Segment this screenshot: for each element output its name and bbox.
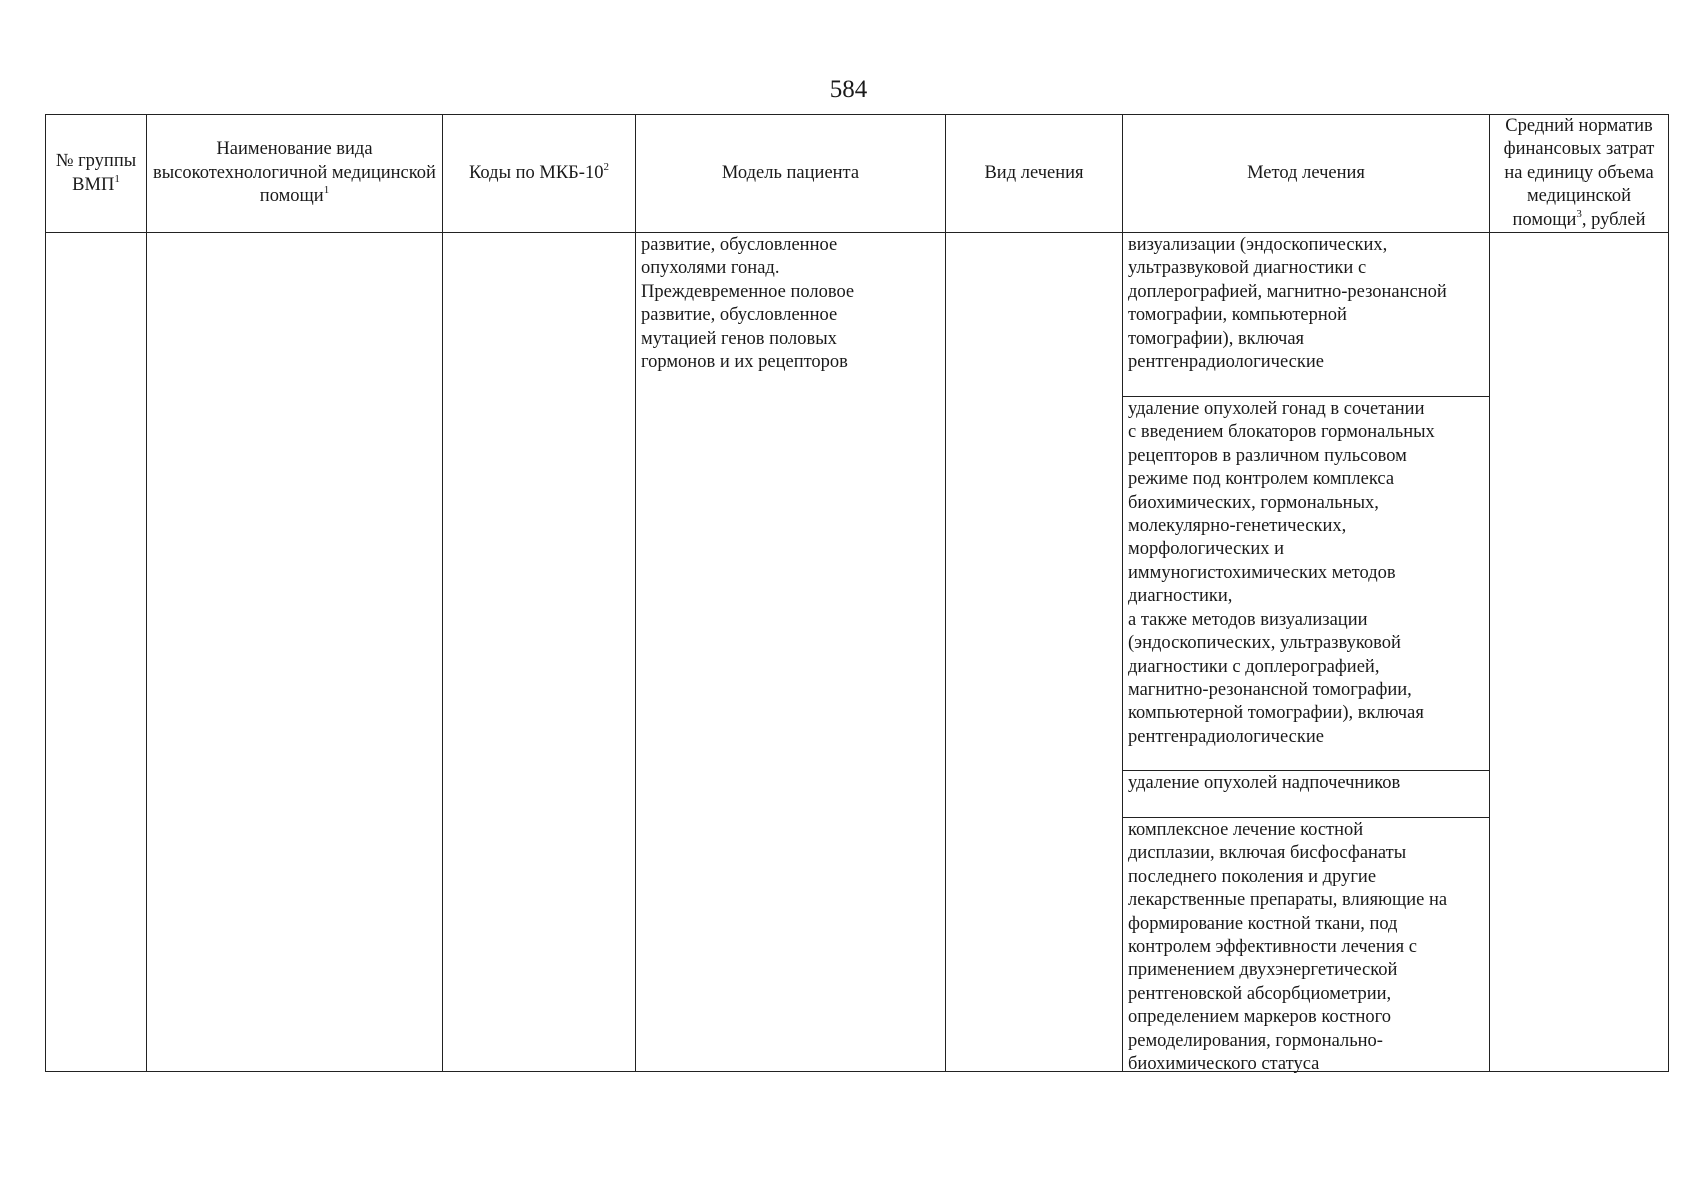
cell-care-type-name <box>147 233 443 1072</box>
method-item: удаление опухолей гонад в сочетании с введением блокаторов гормональных рецепторов в различном пульсовом режиме под контролем комплекса биохимических, гормональных, молекулярно-генетических, морфологических и иммуногистохимических методов диагностики, а также методов визуализации (эндоскопических, ультразвуковой диагностики с доплерографией, магнитно-резонансной томографии, компьютерной томографии), включая рентгенрадиологические <box>1123 397 1489 771</box>
header-treatment-method: Метод лечения <box>1123 115 1490 233</box>
cell-treatment-type <box>946 233 1123 1072</box>
page-number: 584 <box>829 76 868 103</box>
cell-group-no <box>46 233 147 1072</box>
vmp-table <box>45 114 1669 1075</box>
header-avg-cost: Средний норматив финансовых затрат на единицу объема медицинской помощи$^3$, рублей <box>1490 115 1669 233</box>
cell-avg-cost <box>1490 233 1669 1072</box>
cell-patient-model: развитие, обусловленное опухолями гонад. Преждевременное половое развитие, обусловленное мутацией генов половых гормонов и их рецепторов <box>636 233 946 1072</box>
method-item: визуализации (эндоскопических, ультразвуковой диагностики с доплерографией, магнитно-резонансной томографии, компьютерной томографии), включая рентгенрадиологические <box>1123 233 1489 397</box>
header-treatment-type: Вид лечения <box>946 115 1123 233</box>
table-row <box>46 233 1669 1072</box>
header-group-no: № группы ВМП$^1$ <box>46 115 147 233</box>
cell-treatment-methods <box>1123 233 1490 1075</box>
header-care-type-name: Наименование вида высокотехнологичной медицинской помощи$^1$ <box>147 115 443 233</box>
method-item: удаление опухолей надпочечников <box>1123 771 1489 818</box>
header-patient-model: Модель пациента <box>636 115 946 233</box>
table-header-row <box>46 115 1669 233</box>
header-icd-codes: Коды по МКБ-$10^2$ <box>443 115 636 233</box>
method-item: комплексное лечение костной дисплазии, включая бисфосфанаты последнего поколения и другие лекарственные препараты, влияющие на формирование костной ткани, под контролем эффективности лечения с применением двухэнергетической рентгеновской абсорбциометрии, определением маркеров костного ремоделирования, гормонально- биохимического статуса <box>1128 820 1448 1075</box>
cell-icd-codes <box>443 233 636 1072</box>
